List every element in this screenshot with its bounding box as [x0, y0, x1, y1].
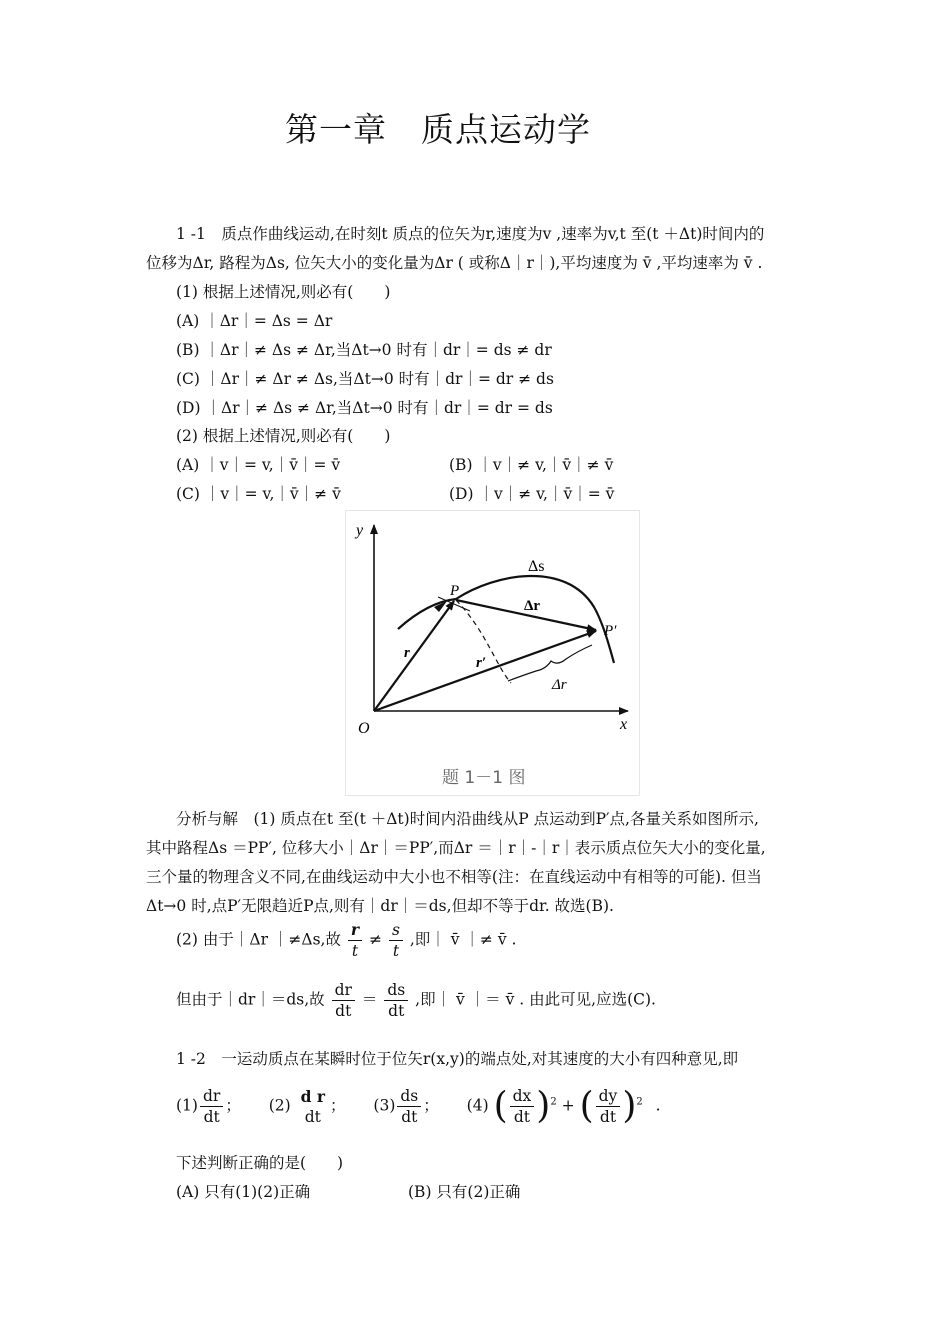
fraction-dr-over-dt — [332, 980, 355, 1021]
delta-r-vector-label: Δr — [524, 598, 541, 614]
q2-options: (1) $\frac{dr}{dt}$ ； (2) d r dt ； (3) $\frac{ds}{dt}$ ； (4) ( $\frac{dx}{dt}$ )$^2$ + ( $\frac{dy}{dt}$ )$^2$ . — [176, 1085, 661, 1127]
period: . — [655, 1096, 661, 1115]
delta-s-label: Δs — [528, 558, 545, 575]
fraction-numerator: dy — [596, 1086, 621, 1107]
fraction-numerator: ds — [397, 1086, 421, 1107]
fraction-denominator: dt — [388, 1002, 405, 1020]
fraction-denominator: dt — [304, 1107, 321, 1126]
separator: ； — [423, 1096, 439, 1115]
q1-part2-option-c: (C) ｜v｜= v,｜v̄｜≠ v̄ — [176, 485, 341, 503]
analysis-line1: 分析与解 (1) 质点在t 至(t ＋Δt)时间内沿曲线从P 点运动到P′点,各量关系如图所示, — [176, 810, 759, 828]
q2-opt2-fraction — [298, 1087, 328, 1127]
q2-option-a: (A) 只有(1)(2)正确 — [176, 1183, 311, 1201]
q1-line1: 1 -1 质点作曲线运动,在时刻t 质点的位矢为r,速度为v ,速率为v,t 至(t ＋Δt)时间内的 — [176, 225, 765, 243]
analysis-part2 — [176, 920, 516, 961]
fraction-r-over-t — [348, 920, 362, 961]
q1-part2-option-d: (D) ｜v｜≠ v,｜v̄｜= v̄ — [449, 485, 615, 503]
fraction-numerator: ds — [384, 980, 408, 1001]
p-prime-label: P′ — [604, 623, 617, 639]
q1-option-d: (D) ｜Δr｜≠ Δs ≠ Δr,当Δt→0 时有｜dr｜= dr = ds — [176, 399, 553, 417]
analysis-part3-suffix: ,即｜ v̄ ｜＝ v̄ . 由此可见,应选(C). — [415, 990, 656, 1009]
eq-sign: ＝ — [361, 990, 378, 1009]
analysis-part3-prefix: 但由于｜dr｜＝ds,故 — [176, 990, 325, 1009]
q1-part2-prompt: (2) 根据上述情况,则必有( ) — [176, 427, 391, 445]
x-label: x — [620, 716, 628, 733]
q1-option-b: (B) ｜Δr｜≠ Δs ≠ Δr,当Δt→0 时有｜dr｜= ds ≠ dr — [176, 341, 552, 359]
fraction-denominator: dt — [203, 1108, 220, 1126]
figure-1-1 — [345, 510, 640, 796]
q2-opt4-fraction-x — [510, 1086, 535, 1127]
page-title: 第一章 质点运动学 — [285, 110, 591, 149]
figure-caption: 题 1－1 图 — [442, 768, 526, 788]
fraction-numerator: d r — [300, 1086, 326, 1106]
fraction-denominator: dt — [335, 1002, 352, 1020]
neq-sign: ≠ — [369, 930, 383, 949]
fraction-numerator: r — [348, 920, 362, 941]
q1-part2-option-a: (A) ｜v｜= v,｜v̄｜= v̄ — [176, 456, 341, 474]
fraction-numerator: s — [389, 920, 403, 941]
fraction-numerator: dx — [510, 1086, 535, 1107]
square-exponent: 2 — [636, 1096, 643, 1108]
y-label: y — [356, 522, 364, 539]
fraction-numerator: dr — [200, 1086, 223, 1107]
q2-line1: 1 -2 一运动质点在某瞬时位于位矢r(x,y)的端点处,对其速度的大小有四种意见,即 — [176, 1050, 739, 1068]
fraction-s-over-t — [389, 920, 403, 961]
analysis-line2: 其中路程Δs ＝PP′, 位移大小｜Δr｜＝PP′,而Δr ＝｜r｜-｜r｜表示质点位矢大小的变化量, — [146, 839, 766, 857]
q2-prompt: 下述判断正确的是( ) — [176, 1154, 344, 1172]
fraction-denominator: dt — [401, 1108, 418, 1126]
plus-sign: + — [561, 1096, 575, 1115]
fraction-denominator: dt — [599, 1108, 617, 1126]
analysis-line4: Δt→0 时,点P′无限趋近P点,则有｜dr｜＝ds,但却不等于dr. 故选(B). — [146, 897, 614, 915]
analysis-part3 — [176, 980, 656, 1021]
delta-r-mag-label: Δr — [552, 677, 567, 693]
analysis-part2-prefix: (2) 由于｜Δr ｜≠Δs,故 — [176, 930, 341, 949]
fraction-denominator: t — [351, 942, 359, 960]
p-label: P — [450, 583, 460, 599]
q2-opt1-label: (1) — [176, 1096, 198, 1115]
q2-opt1-fraction — [200, 1086, 223, 1127]
analysis-line3: 三个量的物理含义不同,在曲线运动中大小也不相等(注：在直线运动中有相等的可能). 但当 — [146, 868, 762, 886]
fraction-numerator: dr — [332, 980, 355, 1001]
q2-opt3-label: (3) — [373, 1096, 396, 1115]
fraction-denominator: dt — [513, 1108, 531, 1126]
analysis-part2-suffix: ,即｜ v̄ ｜≠ v̄ . — [409, 930, 517, 949]
q2-option-b: (B) 只有(2)正确 — [408, 1183, 521, 1201]
origin-label: O — [358, 720, 370, 737]
square-exponent: 2 — [550, 1096, 557, 1108]
r-label: r — [404, 645, 410, 661]
q1-option-a: (A) ｜Δr｜= Δs = Δr — [176, 312, 333, 330]
q1-option-c: (C) ｜Δr｜≠ Δr ≠ Δs,当Δt→0 时有｜dr｜= dr ≠ ds — [176, 370, 554, 388]
separator: ； — [330, 1096, 346, 1115]
r-prime-vector — [374, 631, 596, 711]
q2-opt4-label: (4) — [466, 1096, 489, 1115]
q1-line2: 位移为Δr, 路程为Δs, 位矢大小的变化量为Δr ( 或称Δ｜r｜),平均速度为 v̄ ,平均速率为 v̄ . — [146, 254, 763, 272]
separator: ； — [225, 1096, 241, 1115]
fraction-ds-over-dt — [384, 980, 408, 1021]
fraction-denominator: t — [392, 942, 400, 960]
q1-part2-option-b: (B) ｜v｜≠ v,｜v̄｜≠ v̄ — [449, 456, 614, 474]
q2-opt4-fraction-y — [596, 1086, 621, 1127]
brace — [508, 645, 592, 681]
q1-part1-prompt: (1) 根据上述情况,则必有( ) — [176, 283, 391, 301]
q2-opt3-fraction — [397, 1086, 421, 1127]
r-prime-label: r′ — [476, 655, 487, 671]
q2-opt2-label: (2) — [268, 1096, 291, 1115]
trajectory-diagram — [346, 511, 639, 795]
